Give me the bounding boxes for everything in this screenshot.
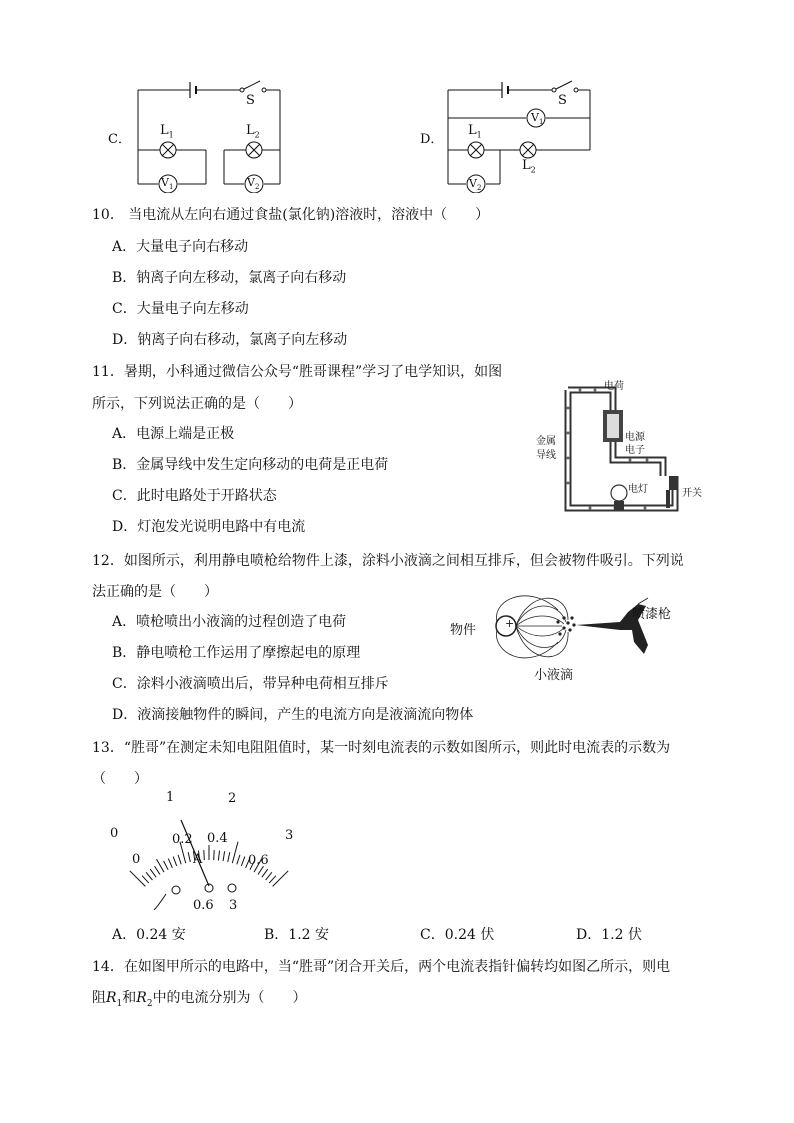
circuit-diagram-d: [440, 78, 600, 193]
fig-label-electron: 电子: [625, 445, 645, 456]
q10-option-d[interactable]: D．钠离子向右移动，氯离子向左移动: [112, 332, 348, 348]
option-d-label: D．: [420, 132, 444, 147]
dial-tick: [188, 852, 190, 862]
fig-label-charge: 电荷: [604, 381, 624, 392]
dial-tick: [237, 855, 240, 865]
question-13-stem-line2: （ ）: [92, 771, 148, 787]
q13-option-a[interactable]: A．0.24 安: [112, 927, 186, 943]
fig-label-object: 物件: [450, 623, 477, 638]
spray-gun-diagram: [488, 590, 708, 680]
dial-tick: [262, 869, 268, 877]
terminal-label-0.6: 0.6: [193, 898, 214, 913]
fig-label-metal-wire: 金属 导线: [536, 436, 556, 461]
dial-tick: [173, 857, 177, 866]
dial-tick: [266, 872, 272, 880]
dial-tick: [155, 866, 161, 874]
q11-option-b[interactable]: B．金属导线中发生定向移动的电荷是正电荷: [112, 457, 389, 473]
question-14-stem-line1: 14．在如图甲所示的电路中，当“胜哥”闭合开关后，两个电流表指针偏转均如图乙所示，则电: [92, 959, 671, 975]
q12-option-d[interactable]: D．液滴接触物件的瞬间，产生的电流方向是液滴流向物体: [112, 707, 474, 723]
question-10-stem: 10． 当电流从左向右通过食盐(氯化钠)溶液时，溶液中（ ）: [92, 207, 490, 223]
lamp-l1-label-d: $L_1$: [468, 123, 482, 140]
voltmeter-v2-label-d: $V_2$: [469, 177, 482, 193]
fig-label-power-source: 电源: [625, 432, 645, 443]
lamp-l2-label-c: $L_2$: [246, 123, 260, 140]
dial-inner-label-0.2: 0.2: [172, 832, 193, 847]
circuit-diagram-c: [128, 78, 293, 193]
option-c-label: C．: [108, 132, 131, 147]
dial-tick: [269, 876, 276, 883]
lamp-l1-label-c: $L_1$: [160, 123, 174, 140]
q10-option-c[interactable]: C．大量电子向左移动: [112, 301, 249, 317]
dial-tick: [142, 876, 149, 883]
dial-outer-label-1: 1: [166, 790, 175, 805]
q13-option-b[interactable]: B．1.2 安: [264, 927, 330, 943]
q13-option-c[interactable]: C．0.24 伏: [420, 927, 495, 943]
fig-label-switch: 开关: [682, 488, 702, 499]
voltmeter-v1-label-d: $V_1$: [531, 111, 544, 127]
switch-label-d: S: [558, 93, 567, 108]
q11-option-c[interactable]: C．此时电路处于开路状态: [112, 488, 277, 504]
dial-outer-label-2: 2: [228, 791, 237, 806]
lamp-l2-label-d: $L_2$: [522, 158, 536, 175]
dial-tick: [241, 857, 245, 866]
dial-inner-label-0.4: 0.4: [207, 831, 228, 846]
fig-label-lamp: 电灯: [628, 484, 648, 495]
q10-option-b[interactable]: B．钠离子向左移动，氯离子向右移动: [112, 270, 347, 286]
voltmeter-v1-label-c: $V_1$: [161, 176, 174, 192]
question-12-stem-line2: 法正确的是（ ）: [92, 584, 218, 600]
dial-tick: [168, 859, 172, 868]
q11-option-a[interactable]: A．电源上端是正极: [112, 426, 235, 442]
dial-tick: [130, 871, 146, 887]
dial-tick: [178, 855, 181, 865]
dial-tick: [273, 871, 289, 887]
switch-label-c: S: [246, 93, 255, 108]
dial-tick: [218, 851, 219, 861]
q12-option-b[interactable]: B．静电喷枪工作运用了摩擦起电的原理: [112, 645, 361, 661]
q10-option-a[interactable]: A．大量电子向右移动: [112, 239, 249, 255]
dial-inner-label-0.6: 0.6: [248, 853, 269, 868]
question-11-stem-line1: 11．暑期，小科通过微信公众号“胜哥课程”学习了电学知识，如图: [92, 364, 503, 380]
dial-tick: [150, 869, 156, 877]
fig-plus-sign: +: [505, 617, 515, 630]
dial-outer-label-3: 3: [285, 828, 294, 843]
dial-tick: [146, 872, 152, 880]
dial-tick: [232, 842, 238, 863]
fig-label-droplets: 小液滴: [534, 668, 574, 683]
question-14-stem-line2: 阻$R_1$和$R_2$中的电流分别为（ ）: [92, 990, 307, 1009]
terminal-label-3: 3: [229, 898, 238, 913]
q11-option-d[interactable]: D．灯泡发光说明电路中有电流: [112, 519, 306, 535]
voltmeter-v2-label-c: $V_2$: [247, 176, 260, 192]
dial-tick: [214, 850, 215, 860]
fig-label-spray-gun: 喷漆枪: [632, 607, 672, 622]
q12-option-c[interactable]: C．涂料小液滴喷出后，带异种电荷相互排斥: [112, 676, 389, 692]
dial-tick: [223, 851, 225, 861]
dial-inner-label-0: 0: [132, 852, 141, 867]
dial-unit-label: A: [193, 852, 203, 867]
question-13-stem-line1: 13．“胜哥”在测定未知电阻阻值时，某一时刻电流表的示数如图所示，则此时电流表的示数为: [92, 740, 671, 756]
dial-tick: [228, 852, 230, 862]
q12-option-a[interactable]: A．喷枪喷出小液滴的过程创造了电荷: [112, 614, 347, 630]
dial-tick: [164, 861, 169, 870]
question-11-stem-line2: 所示，下列说法正确的是（ ）: [92, 396, 302, 412]
question-12-stem-line1: 12．如图所示，利用静电喷枪给物件上漆，涂料小液滴之间相互排斥，但会被物件吸引。下列说: [92, 553, 684, 569]
dial-outer-label-0: 0: [110, 826, 119, 841]
dial-tick: [204, 850, 205, 860]
q13-option-d[interactable]: D．1.2 伏: [576, 927, 642, 943]
